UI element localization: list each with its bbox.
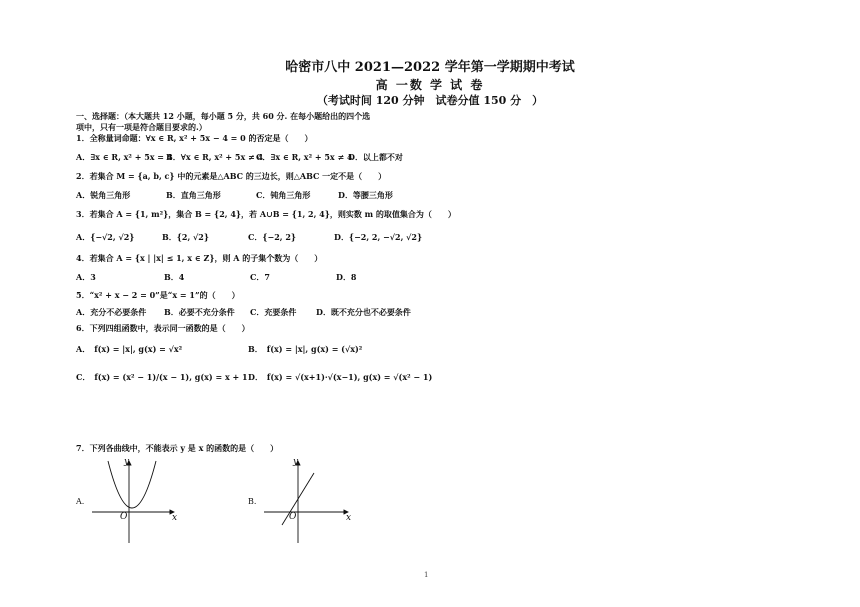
graph-b-x-label: x xyxy=(346,513,352,523)
graph-a-curve xyxy=(108,461,156,508)
q7-option-a: A. xyxy=(76,497,85,506)
q5-option-b: B．必要不充分条件 xyxy=(164,307,235,317)
q1-option-a: A．∃x ∈ R, x² + 5x = 4 xyxy=(76,152,173,162)
graph-b-y-label: y xyxy=(293,457,299,467)
graph-a-y-label: y xyxy=(124,457,130,467)
q5-option-d: D．既不充分也不必要条件 xyxy=(316,307,411,317)
q2-option-b: B．直角三角形 xyxy=(166,190,221,200)
graph-a-parabola xyxy=(88,455,188,547)
q1-option-c: C．∃x ∈ R, x² + 5x ≠ 4 xyxy=(256,152,353,162)
q3-option-d: D．{−2, 2, −√2, √2} xyxy=(334,232,423,242)
q6-option-d: D． f(x) = √(x+1)·√(x−1), g(x) = √(x² − 1) xyxy=(248,372,433,382)
q3-option-a: A．{−√2, √2} xyxy=(76,232,135,242)
q6-option-a: A． f(x) = |x|, g(x) = √x² xyxy=(76,344,183,354)
page-number: 1 xyxy=(424,571,429,579)
exam-subtitle: 高 一数 学 试 卷 xyxy=(375,78,485,92)
q4-option-c: C．7 xyxy=(250,272,270,282)
question-2-stem: 2．若集合 M = {a, b, c} 中的元素是△ABC 的三边长，则△ABC 一定不是（ ） xyxy=(76,171,387,181)
q6-option-b: B． f(x) = |x|, g(x) = (√x)² xyxy=(248,344,363,354)
graph-b-line xyxy=(262,455,362,547)
q6-option-c: C． f(x) = (x² − 1)/(x − 1), g(x) = x + 1 xyxy=(76,372,248,382)
graph-a-x-label: x xyxy=(172,513,178,523)
q4-option-a: A．3 xyxy=(76,272,96,282)
exam-info: （考试时间 120 分钟 试卷分值 150 分 ） xyxy=(316,94,544,107)
q4-option-d: D．8 xyxy=(336,272,357,282)
question-6-stem: 6．下列四组函数中，表示同一函数的是（ ） xyxy=(76,323,250,333)
graph-a-origin: O xyxy=(120,512,128,522)
question-4-stem: 4．若集合 A = {x | |x| ≤ 1, x ∈ Z}，则 A 的子集个数为（ ） xyxy=(76,253,323,263)
q3-option-b: B．{2, √2} xyxy=(162,232,210,242)
q4-option-b: B．4 xyxy=(164,272,185,282)
q5-option-c: C．充要条件 xyxy=(250,307,297,317)
section-heading: 一、选择题：（本大题共 12 小题，每小题 5 分，共 60 分. 在每小题给出的四个选 xyxy=(76,111,371,121)
question-3-stem: 3．若集合 A = {1, m²}，集合 B = {2, 4}，若 A∪B = {1, 2, 4}，则实数 m 的取值集合为（ ） xyxy=(76,209,456,219)
q7-option-b: B. xyxy=(248,497,257,506)
q2-option-a: A．锐角三角形 xyxy=(76,190,131,200)
question-5-stem: 5．“x² + x − 2 = 0”是“x = 1”的（ ） xyxy=(76,290,240,300)
q2-option-d: D．等腰三角形 xyxy=(338,190,393,200)
q1-option-b: B．∀x ∈ R, x² + 5x ≠ 4 xyxy=(166,152,264,162)
q3-option-c: C．{−2, 2} xyxy=(248,232,297,242)
question-7-stem: 7．下列各曲线中，不能表示 y 是 x 的函数的是（ ） xyxy=(76,443,279,453)
q5-option-a: A．充分不必要条件 xyxy=(76,307,147,317)
q2-option-c: C．钝角三角形 xyxy=(256,190,311,200)
exam-title: 哈密市八中 2021—2022 学年第一学期期中考试 xyxy=(285,60,575,75)
q1-option-d: D．以上都不对 xyxy=(348,152,403,162)
question-1-stem: 1．全称量词命题：∀x ∈ R, x² + 5x − 4 = 0 的否定是（ ） xyxy=(76,133,313,143)
section-heading-cont: 项中，只有一项是符合题目要求的.） xyxy=(76,122,207,132)
graph-b-origin: O xyxy=(289,512,297,522)
